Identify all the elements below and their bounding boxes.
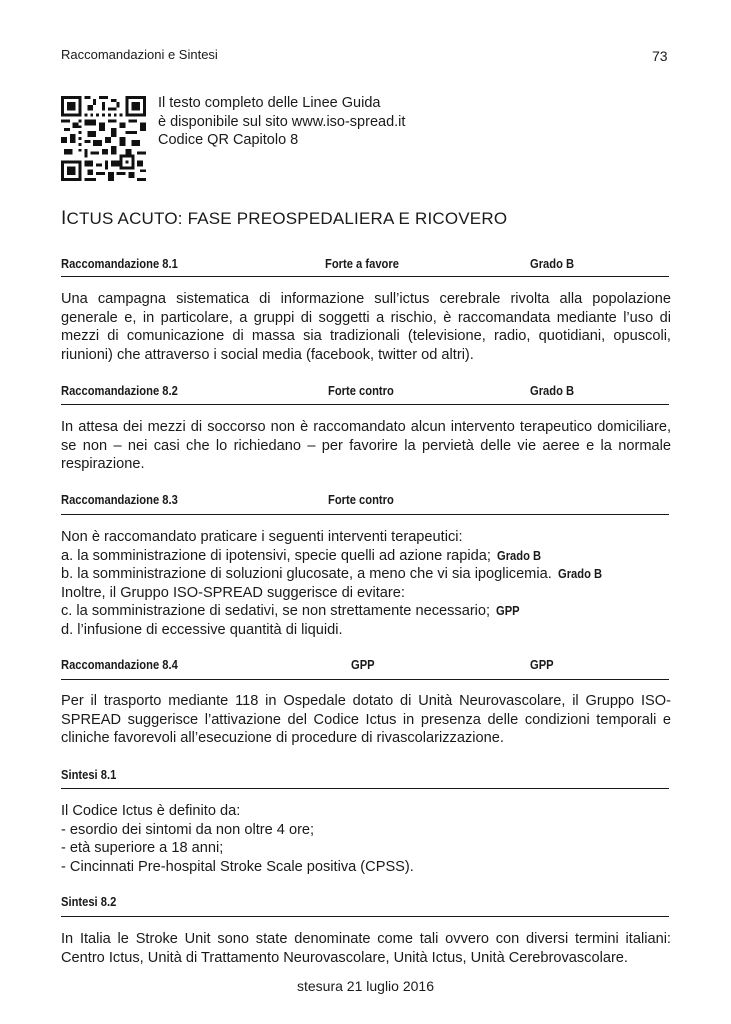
synthesis-text: In Italia le Stroke Unit sono state denominate come tali ovvero con diversi termini italiani: Centro Ictus, Unità di Trattamento Neurovascolare, Unità Ictus, Unità Cerebrovascolare. [61, 931, 671, 966]
recommendation-strength: Forte contro [328, 383, 394, 398]
divider [61, 916, 669, 917]
list-item-text: Inoltre, il Gruppo ISO-SPREAD suggerisce di evitare: [61, 584, 405, 601]
recommendation-header [61, 256, 669, 276]
list-item [61, 547, 671, 566]
list-item-text: b. la somministrazione di soluzioni glucosate, a meno che vi sia ipoglicemia. [61, 566, 552, 582]
recommendation-list [61, 528, 671, 639]
section-title-initial: I [61, 208, 67, 229]
list-item-text: a. la somministrazione di ipotensivi, specie quelli ad azione rapida; [61, 547, 491, 564]
divider [61, 514, 669, 515]
recommendation-label: Raccomandazione 8.3 [61, 492, 178, 507]
list-item-grade: Grado B [496, 547, 542, 563]
qr-info-line: Il testo completo delle Linee Guida [158, 95, 381, 111]
running-header: Raccomandazioni e Sintesi [61, 47, 218, 62]
synthesis-label: Sintesi 8.2 [61, 894, 117, 909]
list-item: - età superiore a 18 anni; [61, 840, 224, 856]
synthesis-header [61, 767, 669, 787]
list-item [61, 602, 671, 621]
qr-info-text [158, 94, 405, 150]
divider [61, 679, 669, 680]
list-item [61, 528, 671, 547]
divider [61, 404, 669, 405]
list-item [61, 565, 671, 584]
list-item-grade: GPP [496, 603, 520, 618]
list-item: - Cincinnati Pre-hospital Stroke Scale positiva (CPSS). [61, 858, 414, 875]
qr-code-icon [61, 96, 146, 181]
list-item-text: c. la somministrazione di sedativi, se non strettamente necessario; [61, 603, 491, 619]
synthesis-header [61, 894, 669, 914]
divider [61, 788, 669, 789]
qr-info-line: Codice QR Capitolo 8 [158, 132, 299, 148]
list-item: Il Codice Ictus è definito da: [61, 803, 241, 819]
footer-date: stesura 21 luglio 2016 [297, 978, 434, 994]
list-item [61, 621, 671, 640]
synthesis-list [61, 802, 671, 876]
recommendation-label: Raccomandazione 8.1 [61, 256, 178, 271]
synthesis-label: Sintesi 8.1 [61, 767, 117, 782]
section-title [61, 208, 507, 230]
divider [61, 276, 669, 277]
list-item: - esordio dei sintomi da non oltre 4 ore; [61, 821, 315, 838]
recommendation-strength: GPP [351, 657, 375, 672]
recommendation-header [61, 657, 669, 677]
recommendation-text: Una campagna sistematica di informazione sull’ictus cerebrale rivolta alla popolazione generale e, in particolare, a gruppi di soggetti a rischio, è raccomandata mediante l’uso di mezzi di comunicazione di massa sia tradizionali (televisione, radio, quotidiani, opuscoli, riunioni) che attraverso i social media (facebook, twitter od altri). [61, 291, 671, 363]
recommendation-text: In attesa dei mezzi di soccorso non è raccomandato alcun intervento terapeutico domiciliare, se non – nei casi che lo richiedano – per favorire la pervietà delle vie aeree e la normale respirazione. [61, 419, 671, 472]
list-item [61, 584, 671, 603]
recommendation-label: Raccomandazione 8.2 [61, 383, 178, 398]
recommendation-label: Raccomandazione 8.4 [61, 657, 178, 672]
recommendation-grade: GPP [530, 657, 554, 672]
recommendation-grade: Grado B [530, 383, 575, 398]
list-item-text: d. l’infusione di eccessive quantità di liquidi. [61, 621, 343, 638]
recommendation-strength: Forte a favore [325, 256, 399, 271]
list-item-grade: Grado B [557, 566, 602, 581]
recommendation-header [61, 492, 669, 512]
recommendation-strength: Forte contro [328, 492, 394, 507]
qr-info-line: è disponibile sul sito www.iso-spread.it [158, 113, 406, 130]
section-title-rest: CTUS ACUTO: FASE PREOSPEDALIERA E RICOVERO [66, 209, 508, 228]
recommendation-header [61, 383, 669, 403]
recommendation-text: Per il trasporto mediante 118 in Ospedale dotato di Unità Neurovascolare, il Gruppo ISO-SPREAD suggerisce l’attivazione del Codice Ictus in presenza delle condizioni temporali e cliniche favorevoli all’esecuzione di procedure di rivascolarizzazione. [61, 693, 671, 746]
page-number: 73 [652, 48, 668, 64]
recommendation-grade: Grado B [530, 256, 575, 271]
list-item-text: Non è raccomandato praticare i seguenti interventi terapeutici: [61, 529, 463, 545]
